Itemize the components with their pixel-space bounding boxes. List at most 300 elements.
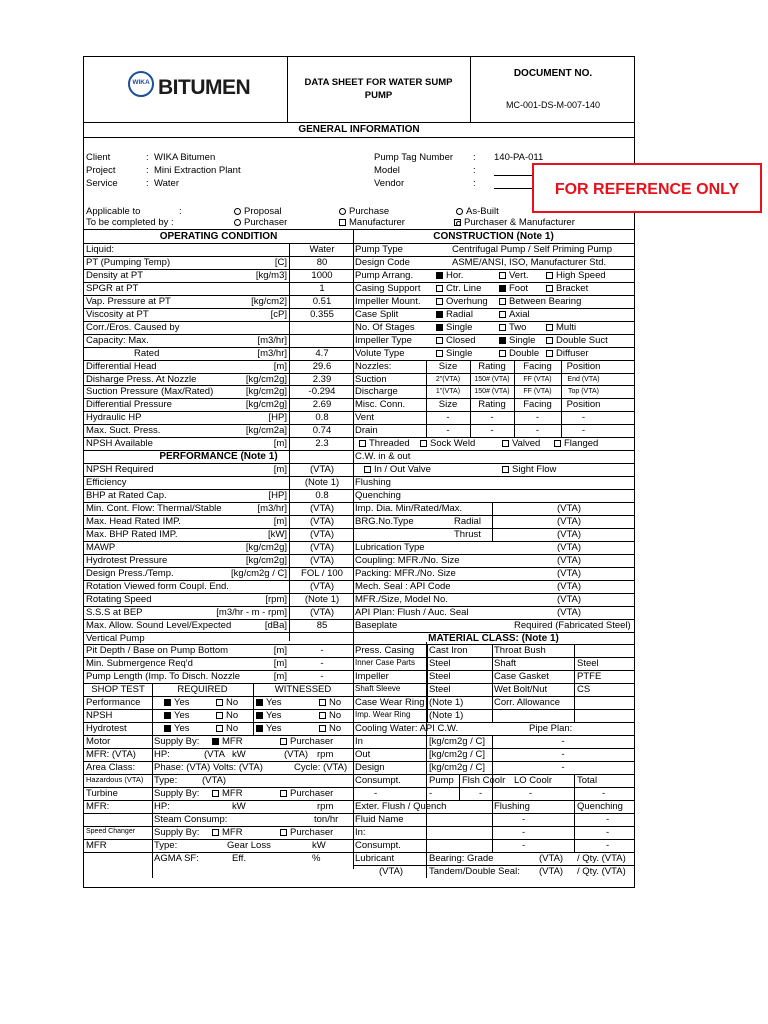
- exter-dash: -: [606, 813, 610, 825]
- material-value-2: PTFE: [577, 671, 602, 683]
- consumpt-dash: -: [429, 787, 433, 799]
- op-unit: [m]: [273, 360, 287, 372]
- construction-row-label: API Plan: Flush / Auc. Seal: [355, 606, 469, 618]
- construction-row-vta: (VTA): [556, 515, 582, 527]
- shop-test-row-label: NPSH: [86, 710, 113, 722]
- tag-value: 140-PA-011: [494, 152, 544, 163]
- cw-value: -: [561, 762, 565, 773]
- discharge-3: Top (VTA): [568, 388, 599, 396]
- op-unit: [m3/hr]: [257, 347, 287, 359]
- req-yes-checkbox[interactable]: Yes: [164, 724, 190, 734]
- construction-row-label: Coupling: MFR./No. Size: [355, 554, 460, 566]
- exter-dash: -: [522, 813, 526, 825]
- row-line: [84, 800, 353, 801]
- turbine-rpm-label: rpm: [317, 800, 334, 812]
- perf-value: 85: [316, 619, 328, 631]
- row-line: [353, 735, 634, 736]
- perf-value: FOL / 100: [301, 567, 343, 579]
- op-label: Viscosity at PT: [86, 308, 149, 320]
- double-suct-checkbox[interactable]: Double Suct: [546, 336, 608, 346]
- perf-label: Rotation Viewed form Coupl. End.: [86, 580, 229, 592]
- col-line: [492, 735, 493, 774]
- req-no-checkbox[interactable]: No: [216, 724, 238, 734]
- wit-no-checkbox[interactable]: No: [319, 698, 341, 708]
- perf-value: (VTA): [309, 554, 335, 566]
- tag-label: Pump Tag Number: [374, 152, 454, 163]
- consumpt-lo: LO Coolr: [514, 774, 553, 786]
- perf-value: (VTA): [309, 606, 335, 618]
- ctr-line-checkbox[interactable]: Ctr. Line: [436, 284, 481, 294]
- volute-type-label: Volute Type: [355, 347, 405, 359]
- cooling-water-label: Cooling Water: API C.W.: [355, 723, 459, 735]
- discharge-label: Discharge: [355, 386, 398, 398]
- drain-label: Drain: [355, 425, 378, 437]
- nozzle-col-rating: Rating: [478, 360, 506, 372]
- perf-unit: [kg/cm2g]: [245, 541, 287, 553]
- perf-unit: [m]: [273, 671, 287, 683]
- perf-label: Min. Submergence Req'd: [86, 658, 193, 670]
- pump-type-value: Centrifugal Pump / Self Priming Pump: [452, 244, 612, 255]
- op-value: 0.8: [315, 412, 329, 424]
- op-unit: [kg/cm2g]: [245, 399, 287, 411]
- req-yes-checkbox[interactable]: Yes: [164, 711, 190, 721]
- misc-col-size: Size: [438, 399, 458, 411]
- misc-col-rating: Rating: [478, 399, 506, 411]
- exter-row-label: Consumpt.: [355, 839, 401, 851]
- cycle-value: Cycle: (VTA): [294, 762, 348, 773]
- suction-1: 150# (VTA): [474, 375, 510, 383]
- cw-label: C.W. in & out: [355, 451, 411, 463]
- op-unit: [kg/cm2g]: [245, 386, 287, 398]
- op-label: Capacity: Max.: [86, 334, 149, 346]
- construction-row-vta: (VTA): [556, 503, 582, 514]
- perf-unit: [m]: [273, 658, 287, 670]
- exter-dash: -: [606, 839, 610, 851]
- operating-title: OPERATING CONDITION: [159, 231, 278, 242]
- flanged-checkbox[interactable]: Flanged: [554, 439, 598, 449]
- req-yes-checkbox[interactable]: Yes: [164, 698, 190, 708]
- cw-unit: [kg/cm2g / C]: [429, 749, 485, 761]
- req-no-checkbox[interactable]: No: [216, 698, 238, 708]
- axial-checkbox[interactable]: Axial: [499, 310, 530, 320]
- witnessed-label: WITNESSED: [274, 684, 332, 696]
- op-value: 2.3: [315, 438, 329, 450]
- drain-0: -: [446, 425, 450, 437]
- op-unit: [kg/m3]: [255, 269, 287, 281]
- op-unit: [m3/hr]: [257, 334, 287, 346]
- construction-row-label: Imp. Dia. Min/Rated/Max.: [355, 503, 463, 514]
- exter-dash: -: [522, 826, 526, 838]
- quenching-label: Quenching: [355, 490, 401, 502]
- consumpt-dash: -: [602, 787, 606, 799]
- stage-two-checkbox[interactable]: Two: [499, 323, 526, 333]
- col-line: [492, 515, 493, 541]
- cw-unit: [kg/cm2g / C]: [429, 762, 485, 773]
- hp-label: HP:: [154, 749, 170, 761]
- radial-checkbox[interactable]: Radial: [436, 310, 473, 320]
- exter-quenching: Quenching: [577, 800, 623, 812]
- opt-proposal[interactable]: Proposal: [234, 207, 282, 217]
- perf-unit: [m]: [273, 464, 287, 476]
- between-bearing-checkbox[interactable]: Between Bearing: [499, 297, 581, 307]
- construction-row-label: BRG.No.Type: [355, 515, 414, 527]
- op-label: PT (Pumping Temp): [86, 256, 171, 268]
- diffuser-checkbox[interactable]: Diffuser: [546, 349, 589, 359]
- op-label: Max. Suct. Press.: [86, 425, 161, 437]
- cw-unit: [kg/cm2g / C]: [429, 736, 485, 748]
- perf-value: -: [320, 671, 324, 683]
- construction-row-label: MFR./Size, Model No.: [355, 593, 448, 605]
- foot-checkbox[interactable]: Foot: [499, 284, 528, 294]
- op-value: 0.51: [312, 295, 332, 307]
- material-part: Press. Casing: [355, 645, 415, 657]
- op-value: 80: [316, 256, 328, 268]
- sc-purchaser-checkbox[interactable]: Purchaser: [280, 828, 333, 838]
- material-part-2: Corr. Allowance: [494, 697, 561, 709]
- hazardous-label: Hazardous (VTA): [86, 774, 144, 784]
- volute-double-checkbox[interactable]: Double: [499, 349, 539, 359]
- perf-label: Design Press./Temp.: [86, 567, 174, 579]
- material-value: Cast Iron: [429, 645, 468, 657]
- consumpt-flsh: Flsh Coolr: [462, 774, 506, 786]
- perf-unit: [m]: [273, 515, 287, 527]
- opt-purchaser[interactable]: Purchaser: [234, 218, 287, 228]
- misc-col-facing: Facing: [523, 399, 552, 411]
- material-part-2: Throat Bush: [494, 645, 546, 657]
- op-label: SPGR at PT: [86, 282, 139, 294]
- op-value: 2.69: [312, 399, 332, 411]
- vent-2: -: [535, 412, 540, 424]
- perf-value: -: [320, 645, 324, 657]
- wika-logo-mark: [128, 71, 154, 97]
- model-label: Model: [374, 165, 400, 176]
- perf-value: (VTA): [309, 528, 335, 540]
- casing-support-label: Casing Support: [355, 282, 421, 294]
- wit-no-checkbox[interactable]: No: [319, 711, 341, 721]
- motor-mfr-vta: MFR: (VTA): [86, 749, 136, 761]
- service-value: Water: [154, 178, 179, 189]
- perf-label: Vertical Pump: [86, 632, 145, 644]
- op-value: -0.294: [308, 386, 336, 398]
- stage-single-checkbox[interactable]: Single: [436, 323, 472, 333]
- valved-checkbox[interactable]: Valved: [502, 439, 540, 449]
- perf-value: -: [320, 658, 324, 670]
- supply-by-label: Supply By:: [154, 736, 200, 748]
- data-sheet: WIKA BITUMEN DATA SHEET FOR WATER SUMP PUMP DOCUMENT NO. MC-001-DS-M-007-140 GENERAL INFORMATION Client : WIKA Bitumen Project : Mini Extraction Plant Service : Water Pump Tag Number : 140-PA-011 Model : Vendor : Applicable to : To be completed by : Proposal Purchase As-Built Purchaser Manufacturer Purchaser & Manufacturer OPERATING CONDITION CONSTRUCTION (Note 1) Liquid: Water PT (Pumping Temp) [C] 80 Density at PT [kg/m3] 1000 SPGR at PT 1 Vap. Pressure at PT [kg/cm2] 0.51 Viscosity at PT [cP] 0.355 Corr./Eros. Caused by Capacity: Max. [m3/hr] Rated [m3/hr] 4.7 Differential Head [m] 29.6 Disharge Press. At Nozzle [kg/cm2g] 2.39 Suction Pressure (Max/Rated) [kg/cm2g] -0.294 Differential Pressure [kg/cm2g] 2.69 Hydraulic HP [HP] 0.8 Max. Suct. Press. [kg/cm2a] 0.74 NPSH Available [m] 2.3 PERFORMANCE (Note 1) NPSH Required [m] (VTA) Efficiency (Note 1) BHP at Rated Cap. [HP] 0.8 Min. Cont. Flow: Thermal/Stable [m3/hr] (VTA) Max. Head Rated IMP. [m] (VTA) Max. BHP Rated IMP. [kW] (VTA) MAWP [kg/cm2g] (VTA) Hydrotest Pressure [kg/cm2g] (VTA) Design Press./Temp. [kg/cm2g / C] FOL / 100 Rotation Viewed form Coupl. End. (VTA) Rotating Speed [rpm] (Note 1) S.S.S at BEP [m3/hr - m - rpm] (VTA) Max. Allow. Sound Level/Expected [dBa] 85 Vertical Pump Pit Depth / Base on Pump Bottom [m] - Min. Submergence Req'd [m] - Pump Length (Imp. To Disch. Nozzle [m] - SHOP TEST REQUIRED WITNESSED Performance Yes No Yes No NPSH Yes No Yes No Hydrotest Yes No Yes No Motor Supply By: MFR Purchaser MFR: (VTA) HP: (VTA kW (VTA) rpm Area Class: Phase: (VTA) Volts: (VTA) Cycle: (VTA) Hazardous (VTA) Type: (VTA) Turbine Supply By: MFR Purchaser MFR: HP: kW rpm Steam Consump: ton/hr Speed Changer Supply By: MFR Purchaser MFR Type: Gear Loss kW AGMA SF: Eff. % Pump Type Centrifugal Pump / Self Priming Pump Design Code ASME/ANSI, ISO, Manufacturer Std. Pump Arrang. Hor. Vert. High Speed Casing Support Ctr. Line Foot Bracket Impeller Mount. Overhung Between Bearing Case Split Radial Axial No. Of Stages Single Two Multi Impeller Type Closed Single Double Suct Volute Type Single Double Diffuser Nozzles: Size Rating Facing Position Suction 2"(VTA) 150# (VTA) FF (VTA) End (VTA) Discharge 1"(VTA) 150# (VTA) FF (VTA) Top (VTA) Misc. Conn. Size Rating Facing Position Vent - - - - Drain - - - - Threaded Sock Weld Valved Flanged C.W. in & out In / Out Valve Sight Flow Flushing Quenching Imp. Dia. Min/Rated/Max. (VTA) BRG.No.Type (VTA) (VTA) Lubrication Type (VTA) Coupling: MFR./No. Size (VTA) Packing: MFR./No. Size (VTA) Mech. Seal : API Code (VTA) MFR./Size, Model No. (VTA) API Plan: Flush / Auc. Seal (VTA) Radial Thrust Baseplate Required (Fabricated Steel) MATERIAL CLASS: (Note 1) Press. Casing Cast Iron Throat Bush Inner Case Parts Steel Shaft Steel Impeller Steel Case Gasket PTFE Shaft Sleeve Steel Wet Bolt/Nut CS Case Wear Ring (Note 1) Corr. Allowance Imp. Wear Ring (Note 1) Cooling Water: API C.W. Pipe Plan: In [kg/cm2g / C] - Out [kg/cm2g / C] - Design [kg/cm2g / C] - Consumpt. Pump Flsh Coolr LO Coolr Total - - - - - Exter. Flush / Quench Flushing Quenching Fluid Name - - In: - - Consumpt. - - Lubricant Bearing: Grade (VTA) / Qty. (VTA) (VTA) Tandem/Double Seal: (VTA) / Qty. (VTA): [83, 56, 635, 888]
- op-label: Differential Head: [86, 360, 157, 372]
- hp-value: (VTA: [204, 749, 225, 761]
- wit-yes-checkbox[interactable]: Yes: [256, 724, 282, 734]
- drain-3: -: [581, 425, 586, 437]
- gear-loss-label: Gear Loss: [227, 839, 271, 851]
- construction-row-vta: (VTA): [556, 580, 582, 592]
- wit-yes-checkbox[interactable]: Yes: [256, 711, 282, 721]
- design-code-value: ASME/ANSI, ISO, Manufacturer Std.: [452, 256, 607, 268]
- perf-unit: [kg/cm2g / C]: [231, 567, 287, 579]
- case-split-label: Case Split: [355, 308, 399, 320]
- material-part: Impeller: [355, 671, 389, 683]
- phase-volts: Phase: (VTA) Volts: (VTA): [154, 762, 263, 773]
- company-logo-text: BITUMEN: [158, 76, 251, 99]
- bracket-checkbox[interactable]: Bracket: [546, 284, 588, 294]
- op-value: 29.6: [312, 360, 332, 372]
- turbine-mfr-label: MFR:: [86, 800, 110, 812]
- nozzle-col-size: Size: [438, 360, 458, 372]
- shop-test-row-label: Hydrotest: [86, 723, 127, 735]
- row-line: [353, 787, 634, 788]
- nozzle-col-position: Position: [566, 360, 601, 372]
- baseplate-label: Baseplate: [355, 619, 398, 631]
- construction-row-vta: (VTA): [556, 554, 582, 566]
- exter-flushing: Flushing: [494, 800, 530, 812]
- perf-value: (VTA): [309, 464, 335, 476]
- vent-3: -: [581, 412, 586, 424]
- perf-label: Rotating Speed: [86, 593, 152, 605]
- construction-row-label: Mech. Seal : API Code: [355, 580, 451, 592]
- pump-type-label: Pump Type: [355, 244, 403, 255]
- bearing-grade-label: Bearing: Grade: [429, 852, 494, 864]
- consumpt-dash: -: [529, 787, 533, 799]
- imp-single-checkbox[interactable]: Single: [499, 336, 535, 346]
- exter-flush-label: Exter. Flush / Quench: [355, 800, 447, 812]
- nozzle-col-facing: Facing: [523, 360, 552, 372]
- type-label: Type:: [154, 774, 178, 786]
- turbine-mfr-checkbox[interactable]: MFR: [212, 789, 243, 799]
- pipe-plan-label: Pipe Plan:: [529, 723, 573, 735]
- perf-unit: [kg/cm2g]: [245, 554, 287, 566]
- wit-no-checkbox[interactable]: No: [319, 724, 341, 734]
- suction-label: Suction: [355, 373, 387, 385]
- steam-consump-label: Steam Consump:: [154, 813, 228, 825]
- overhung-checkbox[interactable]: Overhung: [436, 297, 488, 307]
- col-line: [152, 735, 153, 877]
- turbine-hp-label: HP:: [154, 800, 170, 812]
- design-code-label: Design Code: [355, 256, 410, 268]
- material-value: (Note 1): [429, 697, 464, 709]
- vent-1: -: [490, 412, 494, 424]
- pump-arrang-label: Pump Arrang.: [355, 269, 414, 281]
- flushing-label: Flushing: [355, 477, 391, 489]
- bearing-grade-vta: (VTA): [539, 852, 564, 864]
- misc-conn-label: Misc. Conn.: [355, 399, 406, 411]
- tandem-qty: / Qty. (VTA): [577, 865, 626, 877]
- op-unit: [C]: [274, 256, 287, 268]
- op-unit: [HP]: [268, 412, 287, 424]
- row-line: [353, 748, 634, 749]
- suction-0: 2"(VTA): [435, 375, 461, 383]
- construction-row-vta: (VTA): [556, 541, 582, 553]
- op-label: Liquid:: [86, 244, 114, 255]
- perf-label: Pit Depth / Base on Pump Bottom: [86, 645, 229, 657]
- perf-label: Efficiency: [86, 477, 127, 489]
- opt-purchaser-manufacturer[interactable]: Purchaser & Manufacturer: [454, 218, 575, 228]
- stage-multi-checkbox[interactable]: Multi: [546, 323, 576, 333]
- sock-weld-checkbox[interactable]: Sock Weld: [420, 439, 475, 449]
- impeller-mount-label: Impeller Mount.: [355, 295, 421, 307]
- construction-row-label: Lubrication Type: [355, 541, 425, 553]
- sight-flow-checkbox[interactable]: Sight Flow: [502, 465, 556, 475]
- row-line: [353, 761, 634, 762]
- tandem-label: Tandem/Double Seal:: [429, 865, 520, 877]
- op-label: Disharge Press. At Nozzle: [86, 373, 197, 385]
- sc-mfr-checkbox[interactable]: MFR: [212, 828, 243, 838]
- closed-checkbox[interactable]: Closed: [436, 336, 476, 346]
- perf-value: 0.8: [315, 490, 329, 502]
- perf-unit: [m]: [273, 645, 287, 657]
- in-out-valve-checkbox[interactable]: In / Out Valve: [364, 465, 431, 475]
- area-class-label: Area Class:: [86, 762, 136, 773]
- op-label: Differential Pressure: [86, 399, 172, 411]
- material-value: Steel: [429, 671, 451, 683]
- construction-row-vta: (VTA): [556, 567, 582, 579]
- row-line: [353, 826, 634, 827]
- turbine-label: Turbine: [86, 787, 118, 799]
- doc-title: DATA SHEET FOR WATER SUMP PUMP: [304, 77, 453, 101]
- cw-value: -: [561, 736, 565, 748]
- consumpt-total: Total: [577, 774, 598, 786]
- misc-col-position: Position: [566, 399, 601, 411]
- speed-changer-label: Speed Changer: [86, 827, 136, 835]
- opt-purchase[interactable]: Purchase: [339, 207, 389, 217]
- perf-unit: [HP]: [268, 490, 287, 502]
- op-label: Rated: [134, 347, 160, 359]
- tonhr-label: ton/hr: [314, 813, 339, 825]
- material-value-2: CS: [577, 684, 591, 696]
- construction-title: CONSTRUCTION (Note 1): [433, 231, 554, 242]
- motor-purchaser-checkbox[interactable]: Purchaser: [280, 737, 333, 747]
- construction-row-vta: (VTA): [556, 593, 582, 605]
- op-label: Suction Pressure (Max/Rated): [86, 386, 214, 398]
- suction-3: End (VTA): [567, 375, 600, 383]
- op-unit: [kg/cm2]: [251, 295, 287, 307]
- vent-label: Vent: [355, 412, 375, 424]
- perf-unit: [rpm]: [265, 593, 287, 605]
- perf-label: Min. Cont. Flow: Thermal/Stable: [86, 503, 222, 514]
- tandem-vta: (VTA): [539, 865, 564, 877]
- discharge-0: 1"(VTA): [435, 388, 461, 396]
- consumpt-dash: -: [374, 787, 378, 799]
- material-part: Imp. Wear Ring: [355, 710, 411, 720]
- doc-no-label: DOCUMENT NO.: [513, 68, 593, 79]
- op-value: 1: [319, 282, 325, 294]
- drain-1: -: [490, 425, 494, 437]
- cw-design-label: Design: [355, 762, 385, 773]
- op-unit: [m]: [273, 438, 287, 450]
- impeller-type-label: Impeller Type: [355, 334, 412, 346]
- perf-label: S.S.S at BEP: [86, 606, 143, 618]
- kw-label: kW: [232, 749, 246, 761]
- logo-mark-text: WIKA: [132, 79, 150, 86]
- doc-no: MC-001-DS-M-007-140: [505, 100, 601, 110]
- high-speed-checkbox[interactable]: High Speed: [546, 271, 606, 281]
- sc-type-label: Type:: [154, 839, 178, 851]
- opt-manufacturer[interactable]: Manufacturer: [339, 218, 405, 228]
- nozzles-label: Nozzles:: [355, 360, 392, 372]
- turbine-purchaser-checkbox[interactable]: Purchaser: [280, 789, 333, 799]
- op-label: Density at PT: [86, 269, 144, 281]
- turbine-kw-label: kW: [232, 800, 246, 812]
- construction-row-label: Packing: MFR./No. Size: [355, 567, 456, 579]
- cw-value: -: [561, 749, 565, 761]
- pct-label: %: [312, 852, 321, 864]
- material-part-2: Wet Bolt/Nut: [494, 684, 548, 696]
- turbine-supply-by: Supply By:: [154, 787, 200, 799]
- op-value: 2.39: [312, 373, 332, 385]
- perf-label: Pump Length (Imp. To Disch. Nozzle: [86, 671, 241, 683]
- perf-label: Max. BHP Rated IMP.: [86, 528, 178, 540]
- stages-label: No. Of Stages: [355, 321, 415, 333]
- vent-0: -: [446, 412, 450, 424]
- sc-supply-by: Supply By:: [154, 826, 200, 838]
- volute-single-checkbox[interactable]: Single: [436, 349, 472, 359]
- material-value: Steel: [429, 684, 451, 696]
- threaded-checkbox[interactable]: Threaded: [359, 439, 410, 449]
- hor-checkbox[interactable]: Hor.: [436, 271, 463, 281]
- discharge-1: 150# (VTA): [474, 388, 510, 396]
- perf-unit: [kW]: [268, 528, 287, 540]
- op-label: Vap. Pressure at PT: [86, 295, 171, 307]
- material-part: Case Wear Ring: [355, 697, 425, 709]
- perf-label: NPSH Required: [86, 464, 154, 476]
- bearing-qty: / Qty. (VTA): [577, 852, 626, 864]
- consumpt-pump: Pump: [429, 774, 454, 786]
- perf-label: Max. Head Rated IMP.: [86, 515, 181, 527]
- client-label: Client: [86, 152, 111, 163]
- material-part: Shaft Sleeve: [355, 684, 401, 694]
- vendor-label: Vendor: [374, 178, 405, 189]
- opt-asbuilt[interactable]: As-Built: [456, 207, 499, 217]
- op-value: 0.74: [312, 425, 332, 437]
- exter-dash: -: [606, 826, 610, 838]
- material-value-2: Steel: [577, 658, 599, 670]
- perf-unit: [m3/hr - m - rpm]: [216, 606, 287, 618]
- material-value: (Note 1): [429, 710, 464, 722]
- exter-row-label: Fluid Name: [355, 813, 404, 825]
- drain-2: -: [535, 425, 540, 437]
- type-value: (VTA): [202, 774, 227, 786]
- sc-mfr-label: MFR: [86, 839, 107, 851]
- vert-checkbox[interactable]: Vert.: [499, 271, 529, 281]
- suction-2: FF (VTA): [523, 375, 552, 383]
- row-line: [84, 709, 353, 710]
- motor-mfr-checkbox[interactable]: MFR: [212, 737, 243, 747]
- op-value: 1000: [311, 269, 333, 281]
- op-unit: [kg/cm2g]: [245, 373, 287, 385]
- lubricant-label: Lubricant: [355, 852, 395, 864]
- completed-label: To be completed by :: [86, 217, 174, 228]
- perf-unit: [m3/hr]: [257, 503, 287, 514]
- op-value: 0.355: [310, 308, 334, 320]
- consumpt-dash: -: [479, 787, 483, 799]
- req-no-checkbox[interactable]: No: [216, 711, 238, 721]
- service-label: Service: [86, 178, 118, 189]
- required-label: REQUIRED: [177, 684, 228, 696]
- wit-yes-checkbox[interactable]: Yes: [256, 698, 282, 708]
- reference-stamp: FOR REFERENCE ONLY: [532, 163, 762, 213]
- op-value: 4.7: [315, 347, 329, 359]
- perf-label: BHP at Rated Cap.: [86, 490, 167, 502]
- perf-value: (VTA): [309, 503, 335, 514]
- perf-unit: [dBa]: [264, 619, 287, 631]
- construction-row-vta: (VTA): [556, 606, 582, 618]
- perf-value: (Note 1): [304, 477, 340, 489]
- rpm-value: (VTA): [284, 749, 309, 761]
- brg-thrust-label: Thrust: [454, 528, 481, 540]
- discharge-2: FF (VTA): [523, 388, 552, 396]
- op-unit: [kg/cm2a]: [245, 425, 287, 437]
- performance-title: PERFORMANCE (Note 1): [159, 451, 278, 463]
- shop-test-label: SHOP TEST: [91, 684, 145, 696]
